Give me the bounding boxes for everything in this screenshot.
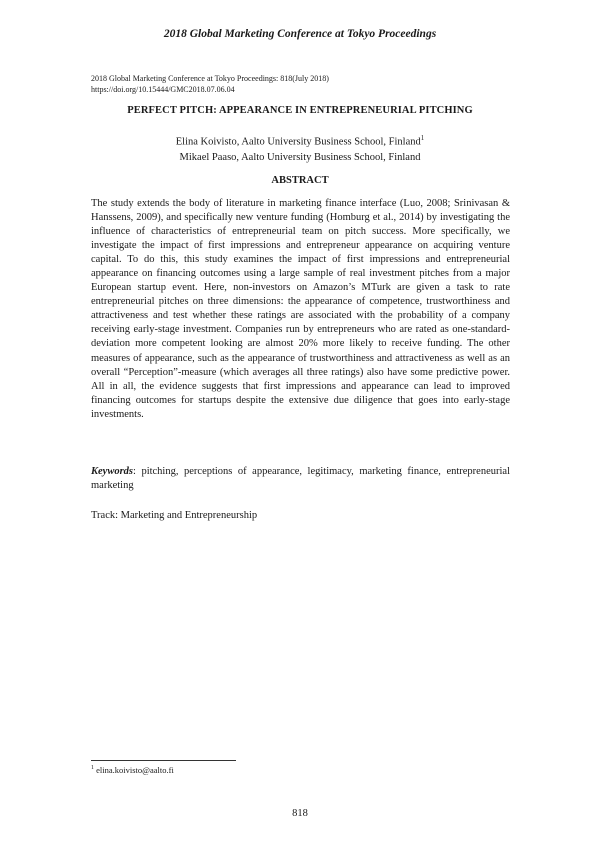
footnote-mark: 1 xyxy=(420,134,425,142)
citation-line: 2018 Global Marketing Conference at Tokyo Proceedings: 818(July 2018) xyxy=(91,74,329,83)
keywords-text: pitching, perceptions of appearance, legitimacy, marketing finance, entrepreneurial marketing xyxy=(91,466,510,492)
keywords-label: Keywords xyxy=(91,466,133,477)
running-header: 2018 Global Marketing Conference at Tokyo Proceedings xyxy=(163,28,437,40)
keywords-paragraph xyxy=(91,465,510,493)
footnote-mark: 1 xyxy=(91,765,94,772)
footnote-divider xyxy=(91,760,236,761)
abstract-heading: ABSTRACT xyxy=(271,175,329,186)
keywords-separator: : xyxy=(133,466,136,477)
paper-title: PERFECT PITCH: APPEARANCE IN ENTREPRENEURIAL PITCHING xyxy=(127,105,473,116)
track-line: Track: Marketing and Entrepreneurship xyxy=(91,510,258,521)
doi-link[interactable]: https://doi.org/10.15444/GMC2018.07.06.04 xyxy=(91,85,235,94)
abstract-body: The study extends the body of literature in marketing finance interface (Luo, 2008; Srinivasan & Hanssens, 2009), and specifically new venture funding (Homburg et al., 2014) by investigating the influence of characteristics of entrepreneurial team on pitch success. More specifically, we investigate the impact of first impressions and entrepreneur appearance on acquiring venture capital. To do this, this study examines the impact of first impressions and entrepreneurial appearance on financing outcomes using a large sample of real investment pitches from a major European startup event. Here, non-investors on Amazon’s MTurk are given a task to rate entrepreneurial pitches on three dimensions: the appearance of competence, trustworthiness and attractiveness and test whether these ratings are associated with the probability of a company receiving early-stage investment. Companies run by entrepreneurs who are rated as one-standard-deviation more competent looking are almost 20% more likely to receive funding. The other measures of appearance, such as the appearance of trustworthiness and attractiveness as well as an overall “Perception”-measure (which averages all three ratings) also have some predictive power. All in all, the evidence suggests that first impressions and appearance can lead to improved financing outcomes for startups despite the extensive due diligence that goes into early-stage investments. xyxy=(91,198,510,420)
page-number: 818 xyxy=(292,808,308,819)
author-line xyxy=(0,150,600,165)
author-list xyxy=(0,131,600,165)
author-text: Elina Koivisto, Aalto University Business School, Finland xyxy=(175,136,421,148)
citation-block xyxy=(91,73,511,95)
footnote xyxy=(91,765,391,775)
author-line xyxy=(0,131,600,150)
author-text: Mikael Paaso, Aalto University Business School, Finland xyxy=(179,151,421,163)
footnote-email[interactable]: elina.koivisto@aalto.fi xyxy=(94,765,174,775)
